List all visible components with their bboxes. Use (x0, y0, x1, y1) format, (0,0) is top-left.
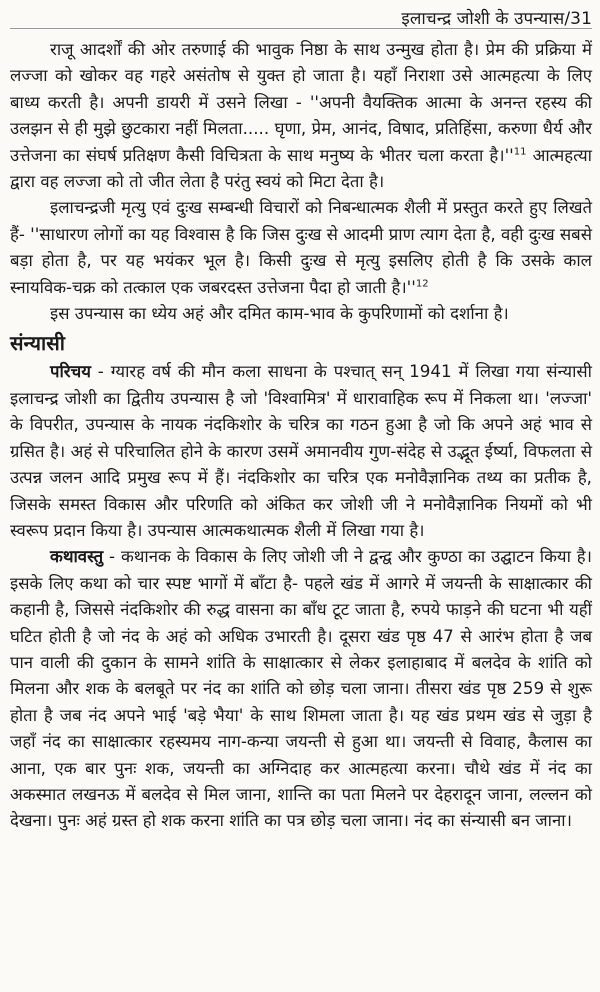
header-separator: / (564, 9, 571, 29)
intro-lead: परिचय (50, 361, 91, 382)
paragraph: इस उपन्यास का ध्येय अहं और दमित काम-भाव के कुपरिणामों को दर्शाना है। (50, 303, 509, 324)
running-header (401, 6, 592, 29)
header-rule (10, 28, 592, 29)
header-title: इलाचन्द्र जोशी के उपन्यास (401, 9, 565, 29)
footnote-ref: 12 (415, 278, 429, 290)
paragraph: इलाचन्द्रजी मृत्यु एवं दुःख सम्बन्धी विचारों को निबन्धात्मक शैली में प्रस्तुत करते हुए लिखते हैं- ''साधारण लोगों का यह विश्वास है कि जिस दुःख से आदमी प्राण त्याग देता है, वही दुःख सबसे बड़ा होता है, पर यह भयंकर भूल है। किसी दुःख से मृत्यु इसलिए होती है कि उसके काल स्नायविक-चक्र को तत्काल एक जबरदस्त उत्तेजना पैदा हो जाती $है।''^{12}$ (10, 197, 592, 297)
paragraph: राजू आदर्शों की ओर तरुणाई की भावुक निष्ठा के साथ उन्मुख होता है। प्रेम की प्रक्रिया में लज्जा को खोकर वह गहरे असंतोष से युक्त हो जाता है। यहाँ निराशा उसे आत्महत्या के लिए बाध्य करती है। अपनी डायरी में उसने लिखा - ''अपनी वैयक्तिक आत्मा के अनन्त रहस्य की उलझन से ही मुझे छुटकारा नहीं मिलता..... घृणा, प्रेम, आनंद, विषाद, प्रतिहिंसा, करुणा धैर्य और उत्तेजना का संघर्ष प्रतिक्षण कैसी विचित्रता के साथ मनुष्य के भीतर चला करता $है।''^{11}$ आत्महत्या द्वारा वह लज्जा को तो जीत लेता है परंतु स्वयं को मिटा देता है। (10, 39, 592, 192)
footnote-ref: 11 (513, 146, 527, 158)
book-page (10, 0, 592, 992)
paragraph-intro: परिचय - ग्यारह वर्ष की मौन कला साधना के पश्चात् सन् 1941 में लिखा गया संन्यासी इलाचन्द्र जोशी का द्वितीय उपन्यास है जो 'विश्वामित्र' में धारावाहिक रूप में निकला था। 'लज्जा' के विपरीत, उपन्यास के नायक नंदकिशोर के चरित्र का गठन हुआ है जो कि अपने अहं भाव से ग्रसित है। अहं से परिचालित होने के कारण उसमें अमानवीय गुण-संदेह से उद्भूत ईर्ष्या, विफलता से उत्पन्न जलन आदि प्रमुख रूप में हैं। नंदकिशोर का चरित्र एक मनोवैज्ञानिक तथ्य का प्रतीक है, जिसके समस्त विकास और परिणति को अंकित कर जोशी जी ने मनोवैज्ञानिक नियमों को भी स्वरूप प्रदान किया है। उपन्यास आत्मकथात्मक शैली में लिखा गया है। (10, 361, 592, 540)
page-number: 31 (570, 9, 592, 29)
paragraph-plot: कथावस्तु - कथानक के विकास के लिए जोशी जी ने द्वन्द्व और कुण्ठा का उद्घाटन किया है। इसके लिए कथा को चार स्पष्ट भागों में बाँटा है- पहले खंड में आगरे में जयन्ती के साक्षात्कार की कहानी है, जिससे नंदकिशोर की रुद्ध वासना का बाँध टूट जाता है, रुपये फाड़ने की घटना भी यहीं घटित होती है जो नंद के अहं को अधिक उभारती है। दूसरा खंड पृष्ठ 47 से आरंभ होता है जब पान वाली की दुकान के सामने शांति के साक्षात्कार से लेकर इलाहाबाद में बलदेव के शांति को मिलना और शक के बलबूते पर नंद का शांति को छोड़ चला जाना। तीसरा खंड पृष्ठ 259 से शुरू होता है जब नंद अपने भाई 'बड़े भैया' के साथ शिमला जाता है। यह खंड प्रथम खंड से जुड़ा है जहाँ नंद का साक्षात्कार रहस्यमय नाग-कन्या जयन्ती से हुआ था। जयन्ती से विवाह, कैलास का आना, एक बार पुनः शक, जयन्ती का अग्निदाह कर आत्महत्या करना। चौथे खंड में नंद का अकस्मात लखनऊ में बलदेव से मिल जाना, शान्ति का पता मिलने पर देहरादून जाना, लल्लन को देखना। पुनः अहं ग्रस्त हो शक करना शांति का पत्र छोड़ चला जाना। नंद का संन्यासी बन जाना। (10, 546, 592, 831)
plot-lead: कथावस्तु (50, 546, 104, 567)
page-body (10, 36, 592, 834)
section-heading: संन्यासी (10, 331, 65, 356)
